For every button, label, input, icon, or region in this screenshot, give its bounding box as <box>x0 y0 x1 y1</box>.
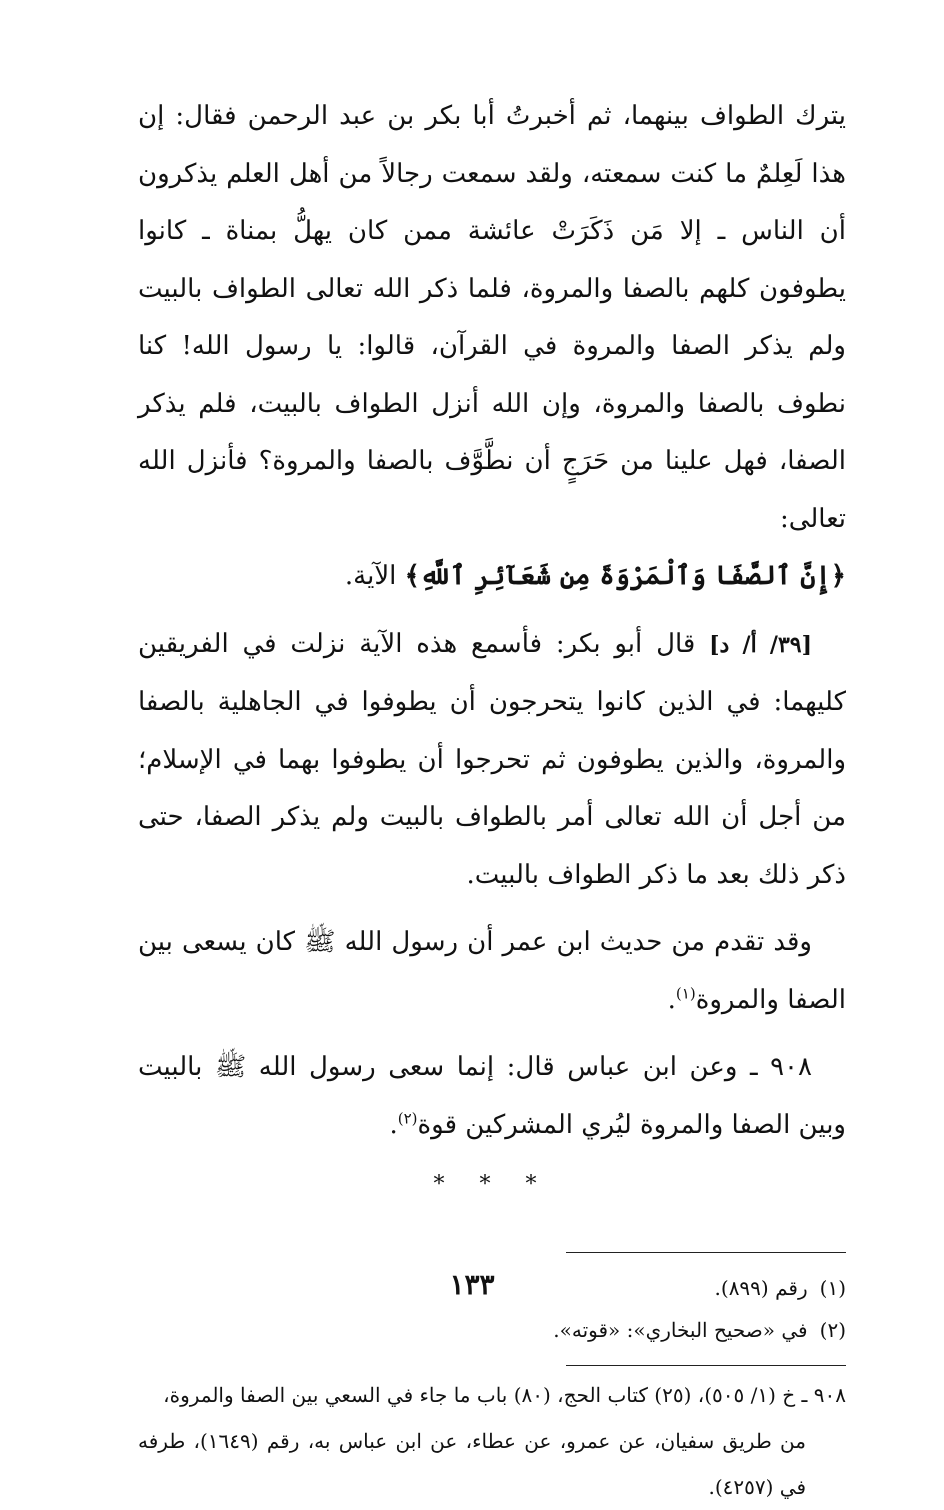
page-number: ١٣٣ <box>449 1268 495 1301</box>
takhrij-line-1: ٩٠٨ ـ خ (١/ ٥٠٥)، (٢٥) كتاب الحج، (٨٠) باب ما جاء في السعي بين الصفا والمروة، <box>163 1383 846 1407</box>
section-separator: * * * <box>433 1172 551 1197</box>
footnote-divider <box>566 1252 846 1253</box>
paragraph-3 <box>138 914 846 1029</box>
quran-after: الآية. <box>344 561 405 591</box>
quran-verse: ﴿إِنَّ ٱلصَّفَا وَٱلْمَرْوَةَ مِن شَعَآئِرِ ٱللَّهِ﴾ <box>404 561 846 591</box>
paragraph-1-text: يترك الطواف بينهما، ثم أخبرتُ أبا بكر بن عبد الرحمن فقال: إن هذا لَعِلمٌ ما كنت سمعته، ولقد سمعت رجالاً من أهل العلم يذكرون أن الناس ـ إلا مَن ذَكَرَتْ عائشة ممن كان يهلُّ بمناة ـ كانوا يطوفون كلهم بالصفا والمروة، فلما ذكر الله تعالى الطواف بالبيت ولم يذكر الصفا والمروة في القرآن، قالوا: يا رسول الله! كنا نطوف بالصفا والمروة، وإن الله أنزل الطواف بالبيت، فلم يذكر الصفا، فهل علينا من حَرَجٍ أن نطَّوَّف بالصفا والمروة؟ فأنزل الله تعالى: <box>138 101 846 534</box>
footnote-2-text: في «صحيح البخاري»: «قوته». <box>553 1318 808 1342</box>
footnote-2 <box>138 1309 846 1351</box>
page-content <box>138 88 846 1499</box>
takhrij-divider <box>566 1365 846 1366</box>
footnote-1-number: (١) <box>819 1276 846 1300</box>
footnote-marker-1: (١) <box>675 983 696 1002</box>
hadith-908 <box>138 1039 846 1154</box>
footnote-marker-2: (٢) <box>397 1108 418 1127</box>
takhrij-note <box>138 1372 846 1510</box>
hadith-908-text: ٩٠٨ ـ وعن ابن عباس قال: إنما سعى رسول الله ﷺ بالبيت وبين الصفا والمروة ليُري المشركين قوة <box>138 1052 846 1140</box>
manuscript-ref: [٣٩/ أ/ د] <box>709 631 812 658</box>
takhrij-line-2: من طريق سفيان، عن عمرو، عن عطاء، عن ابن عباس به، رقم (١٦٤٩)، طرفه في (٤٢٥٧). <box>138 1429 806 1499</box>
paragraph-2 <box>138 616 846 905</box>
paragraph-1 <box>138 88 846 606</box>
footnote-2-number: (٢) <box>819 1318 846 1342</box>
hadith-908-end: . <box>389 1109 398 1140</box>
paragraph-3-end: . <box>667 984 676 1015</box>
paragraph-3-text: وقد تقدم من حديث ابن عمر أن رسول الله ﷺ كان يسعى بين الصفا والمروة <box>138 927 846 1015</box>
paragraph-2-text: قال أبو بكر: فأسمع هذه الآية نزلت في الفريقين كليهما: في الذين كانوا يتحرجون أن يطوفوا في الجاهلية بالصفا والمروة، والذين يطوفون ثم تحرجوا أن يطوفوا بهما في الإسلام؛ من أجل أن الله تعالى أمر بالطواف بالبيت ولم يذكر الصفا، حتى ذكر ذلك بعد ما ذكر الطواف بالبيت. <box>138 628 846 890</box>
footnote-1-text: رقم (٨٩٩). <box>714 1276 808 1300</box>
